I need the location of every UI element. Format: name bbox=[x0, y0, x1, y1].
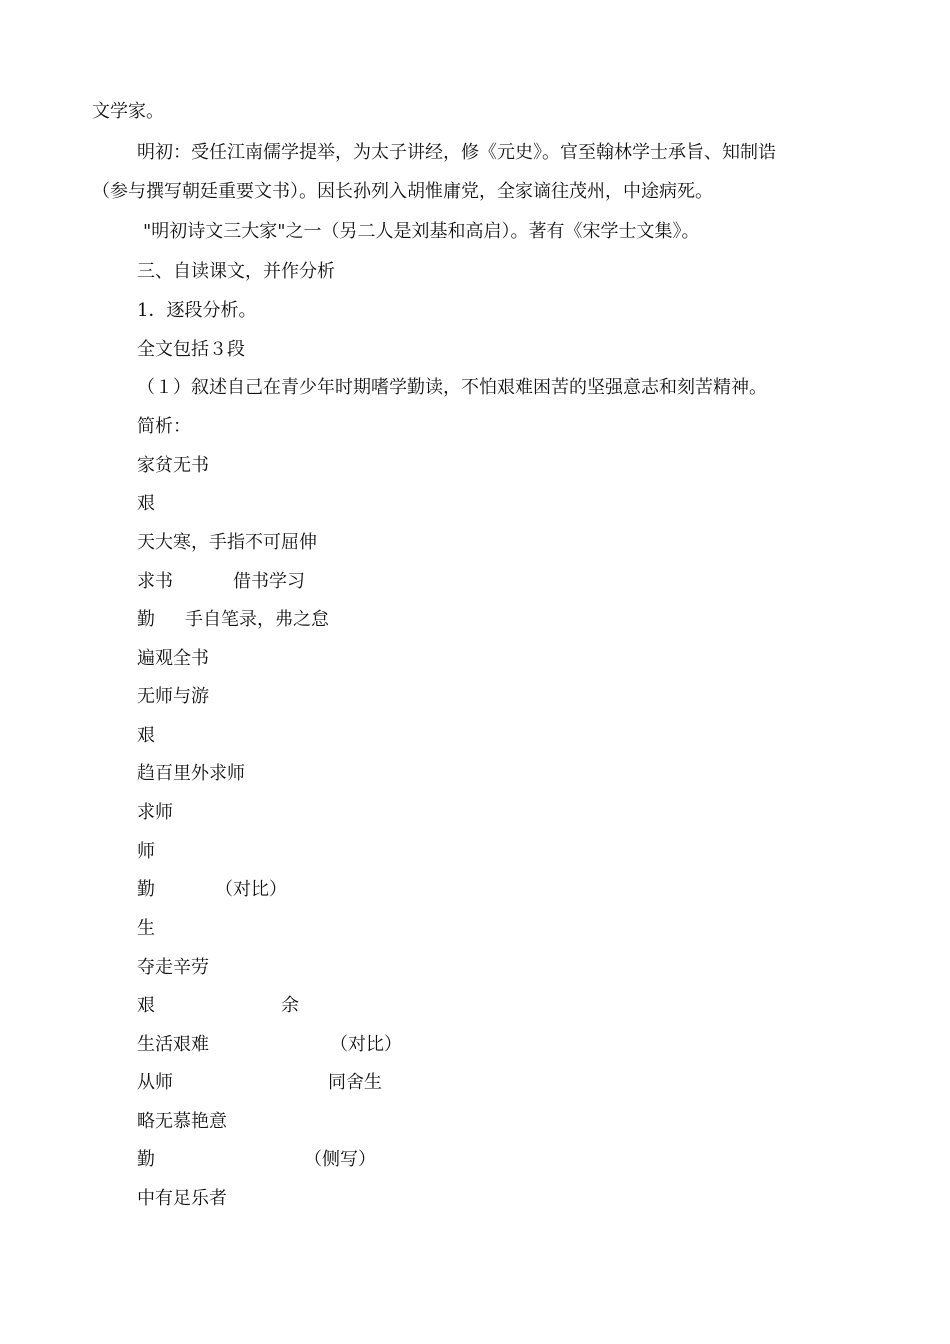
text-segment: 勤 bbox=[137, 879, 155, 900]
text-segment: 余 bbox=[281, 995, 299, 1016]
text-line: 无师与游 bbox=[137, 686, 209, 707]
text-line: 求师 bbox=[137, 802, 173, 823]
text-line: 中有足乐者 bbox=[137, 1188, 227, 1209]
text-line: 趋百里外求师 bbox=[137, 763, 245, 784]
text-segment: 借书学习 bbox=[233, 571, 305, 592]
text-line: 遍观全书 bbox=[137, 648, 209, 669]
text-segment: 勤 bbox=[137, 609, 155, 630]
annotation-label: （侧写） bbox=[304, 1149, 376, 1170]
text-segment: 勤 bbox=[137, 1149, 155, 1170]
text-line: 1．逐段分析。 bbox=[137, 300, 257, 321]
text-line: 明初：受任江南儒学提举，为太子讲经，修《元史》。官至翰林学士承旨、知制诰 bbox=[137, 142, 776, 163]
text-line: （参与撰写朝廷重要文书）。因长孙列入胡惟庸党，全家谪往茂州，中途病死。 bbox=[92, 181, 713, 202]
text-line: 家贫无书 bbox=[137, 455, 209, 476]
text-line: 文学家。 bbox=[92, 101, 164, 122]
text-segment: 从师 bbox=[137, 1072, 173, 1093]
text-line: 艰 bbox=[137, 725, 155, 746]
text-segment: 艰 bbox=[137, 995, 155, 1016]
text-line: 简析： bbox=[137, 416, 191, 437]
text-segment: 生活艰难 bbox=[137, 1034, 209, 1055]
text-segment: 手自笔录，弗之怠 bbox=[185, 609, 329, 630]
text-line: （１）叙述自己在青少年时期嗜学勤读，不怕艰难困苦的坚强意志和刻苦精神。 bbox=[137, 377, 767, 398]
annotation-label: （对比） bbox=[330, 1034, 402, 1055]
text-line: 全文包括３段 bbox=[137, 339, 245, 360]
text-line: 略无慕艳意 bbox=[137, 1111, 227, 1132]
annotation-label: （对比） bbox=[215, 879, 287, 900]
text-segment: 同舍生 bbox=[328, 1072, 382, 1093]
section-heading: 三、自读课文，并作分析 bbox=[137, 261, 335, 282]
text-line: 天大寒，手指不可屈伸 bbox=[137, 532, 317, 553]
text-line: 生 bbox=[137, 918, 155, 939]
text-line: "明初诗文三大家"之一（另二人是刘基和高启）。著有《宋学士文集》。 bbox=[143, 221, 700, 242]
text-line: 艰 bbox=[137, 493, 155, 514]
text-line: 夺走辛劳 bbox=[137, 957, 209, 978]
text-line: 师 bbox=[137, 841, 155, 862]
text-segment: 求书 bbox=[137, 571, 173, 592]
